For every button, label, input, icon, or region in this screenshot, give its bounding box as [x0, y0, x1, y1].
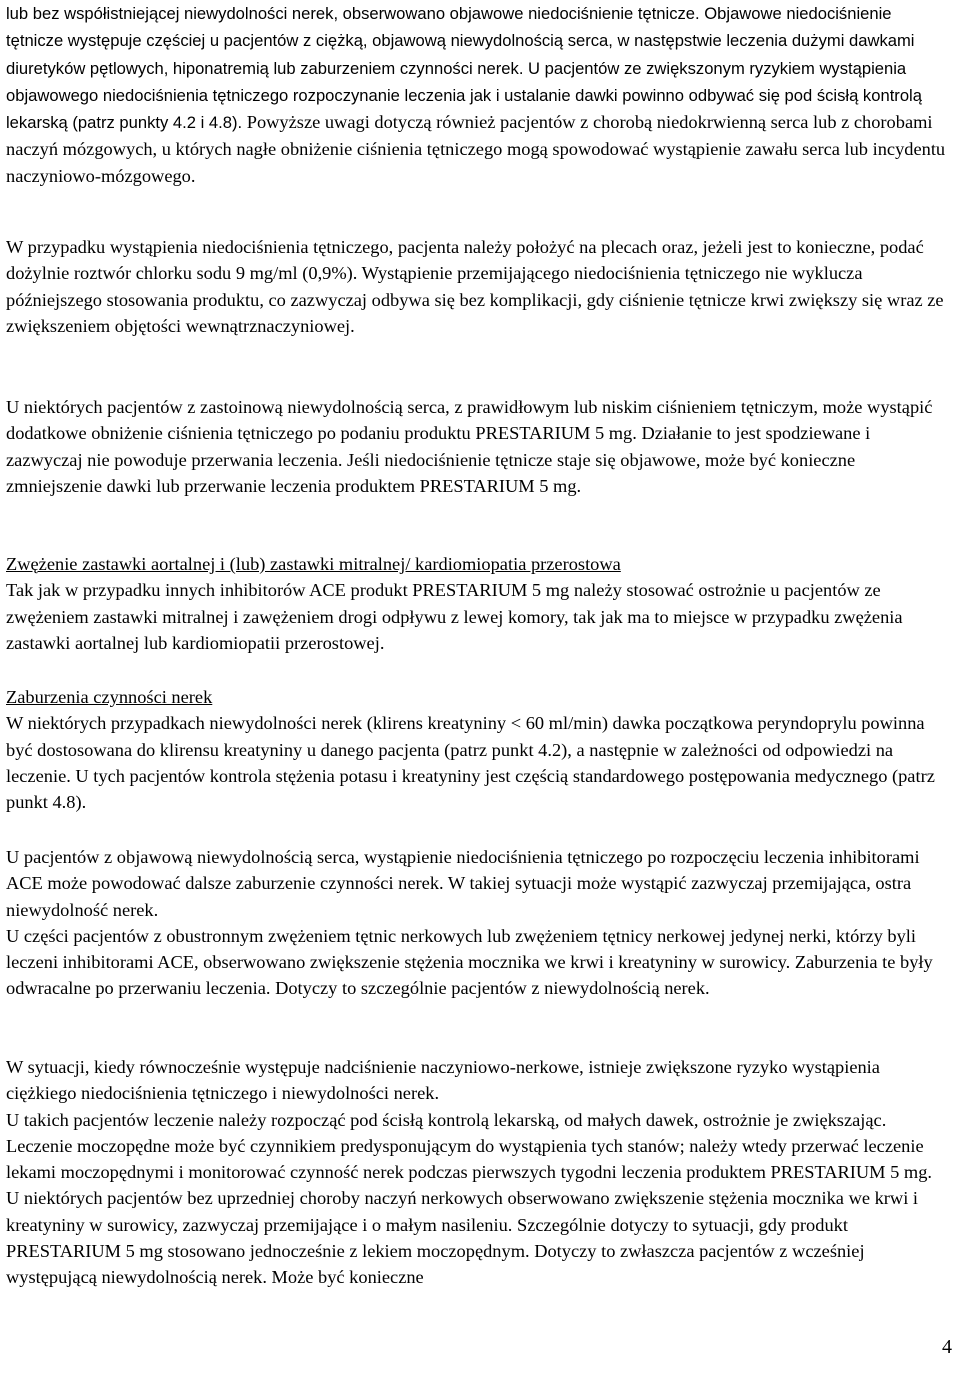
paragraph-10: U niektórych pacjentów bez uprzedniej choroby naczyń nerkowych obserwowano zwiększenie stężenia mocznika we krwi i kreatyniny w surowicy, zazwyczaj przemijające i o małym nasileniu. Szczególnie dotyczy to sytuacji, gdy produkt PRESTARIUM 5 mg stosowano jednocześnie z lekiem moczopędnym. Dotyczy to zwłaszcza pacjentów z wcześniej występującą niewydolnością nerek. Może być konieczne — [6, 1188, 919, 1288]
heart-failure-paragraph — [6, 394, 950, 499]
valve-stenosis-section — [6, 551, 950, 656]
intro-sentence-3: Powyższe uwagi dotyczą również pacjentów z chorobą niedokrwienną serca lub z chorobami naczyń mózgowych, u których nagłe obniżenie ciśnienia tętniczego mogą spowodować wystąpienie zawału serca lub incydentu naczyniowo-mózgowego. — [6, 112, 946, 186]
paragraph-6: U pacjentów z objawową niewydolnością serca, wystąpienie niedociśnienia tętniczego po rozpoczęciu leczenia inhibitorami ACE może powodować dalsze zaburzenie czynności nerek. W takiej sytuacji może wystąpić zazwyczaj przemijająca, ostra niewydolność nerek. — [6, 847, 920, 920]
paragraph-7: U części pacjentów z obustronnym zwężeniem tętnic nerkowych lub zwężeniem tętnicy nerkowej jedynej nerki, którzy byli leczeni inhibitorami ACE, obserwowano zwiększenie stężenia mocznika we krwi i kreatyniny w surowicy. Zaburzenia te były odwracalne po przerwaniu leczenia. Dotyczy to szczególnie pacjentów z niewydolnością nerek. — [6, 925, 933, 999]
intro-sentence-1: lub bez współistniejącej niewydolności nerek, obserwowano objawowe niedociśnienie tętnicze. Objawowe niedociśnienie tętnicze występuje częściej u pacjentów z ciężką, objawową niewydolnością serca, w następstwie leczenia dużymi dawkami diuretyków pętlowych, hiponatremią lub zaburzeniem czynności nerek. — [6, 4, 915, 78]
paragraph-8: W sytuacji, kiedy równocześnie występuje nadciśnienie naczyniowo-nerkowe, istnieje zwiększone ryzyko wystąpienia ciężkiego niedociśnienia tętniczego i niewydolności nerek. — [6, 1057, 880, 1104]
paragraph-3: U niektórych pacjentów z zastoinową niewydolnością serca, z prawidłowym lub niskim ciśnieniem tętniczym, może wystąpić dodatkowe obniżenie ciśnienia tętniczego po podaniu produktu PRESTARIUM 5 mg. Działanie to jest spodziewane i zazwyczaj nie powoduje przerwania leczenia. Jeśli niedociśnienie tętnicze staje się objawowe, może być konieczne zmniejszenie dawki lub przerwanie leczenia produktem PRESTARIUM 5 mg. — [6, 397, 933, 496]
hypotension-management-paragraph — [6, 234, 950, 339]
section-heading-renal-impairment: Zaburzenia czynności nerek — [6, 687, 213, 707]
paragraph-2: W przypadku wystąpienia niedociśnienia tętniczego, pacjenta należy położyć na plecach oraz, jeżeli jest to konieczne, podać dożylnie roztwór chlorku sodu 9 mg/ml (0,9%). Wystąpienie przemijającego niedociśnienia tętniczego nie wyklucza późniejszego stosowania produktu, co zazwyczaj odbywa się bez komplikacji, gdy ciśnienie tętnicze krwi zwiększy się wraz ze zwiększeniem objętości wewnątrznaczyniowej. — [6, 237, 944, 336]
intro-sentence-2: U pacjentów ze zwiększonym ryzykiem wystąpienia objawowego niedociśnienia tętniczego rozpoczynanie leczenia jak i ustalanie dawki powinno odbywać się pod ścisłą kontrolą lekarską (patrz punkty 4.2 i 4.8). — [6, 58, 922, 133]
paragraph-5: W niektórych przypadkach niewydolności nerek (klirens kreatyniny < 60 ml/min) dawka początkowa peryndoprylu powinna być dostosowana do klirensu kreatyniny u danego pacjenta (patrz punkt 4.2), a następnie w zależności od odpowiedzi na leczenie. U tych pacjentów kontrola stężenia potasu i kreatyniny jest częścią standardowego postępowania medycznego (patrz punkt 4.8). — [6, 713, 935, 813]
intro-text — [6, 0, 950, 189]
heart-failure-renal-paragraphs — [6, 844, 950, 1002]
page-number: 4 — [942, 1336, 952, 1358]
renal-impairment-section — [6, 684, 950, 815]
paragraph-4: Tak jak w przypadku innych inhibitorów ACE produkt PRESTARIUM 5 mg należy stosować ostrożnie u pacjentów ze zwężeniem zastawki mitralnej i zawężeniem drogi odpływu z lewej komory, tak jak ma to miejsce w przypadku zwężenia zastawki aortalnej lub kardiomiopatii przerostowej. — [6, 580, 903, 653]
renovascular-paragraphs — [6, 1054, 950, 1291]
intro-paragraph — [6, 0, 950, 189]
paragraph-9: U takich pacjentów leczenie należy rozpocząć pod ścisłą kontrolą lekarską, od małych dawek, ostrożnie je zwiększając. Leczenie moczopędne może być czynnikiem predysponującym do wystąpienia tych stanów; należy wtedy przerwać leczenie lekami moczopędnymi i monitorować czynność nerek podczas pierwszych tygodni leczenia produktem PRESTARIUM 5 mg. — [6, 1109, 932, 1183]
section-heading-valve-stenosis: Zwężenie zastawki aortalnej i (lub) zastawki mitralnej/ kardiomiopatia przerostowa — [6, 554, 621, 574]
